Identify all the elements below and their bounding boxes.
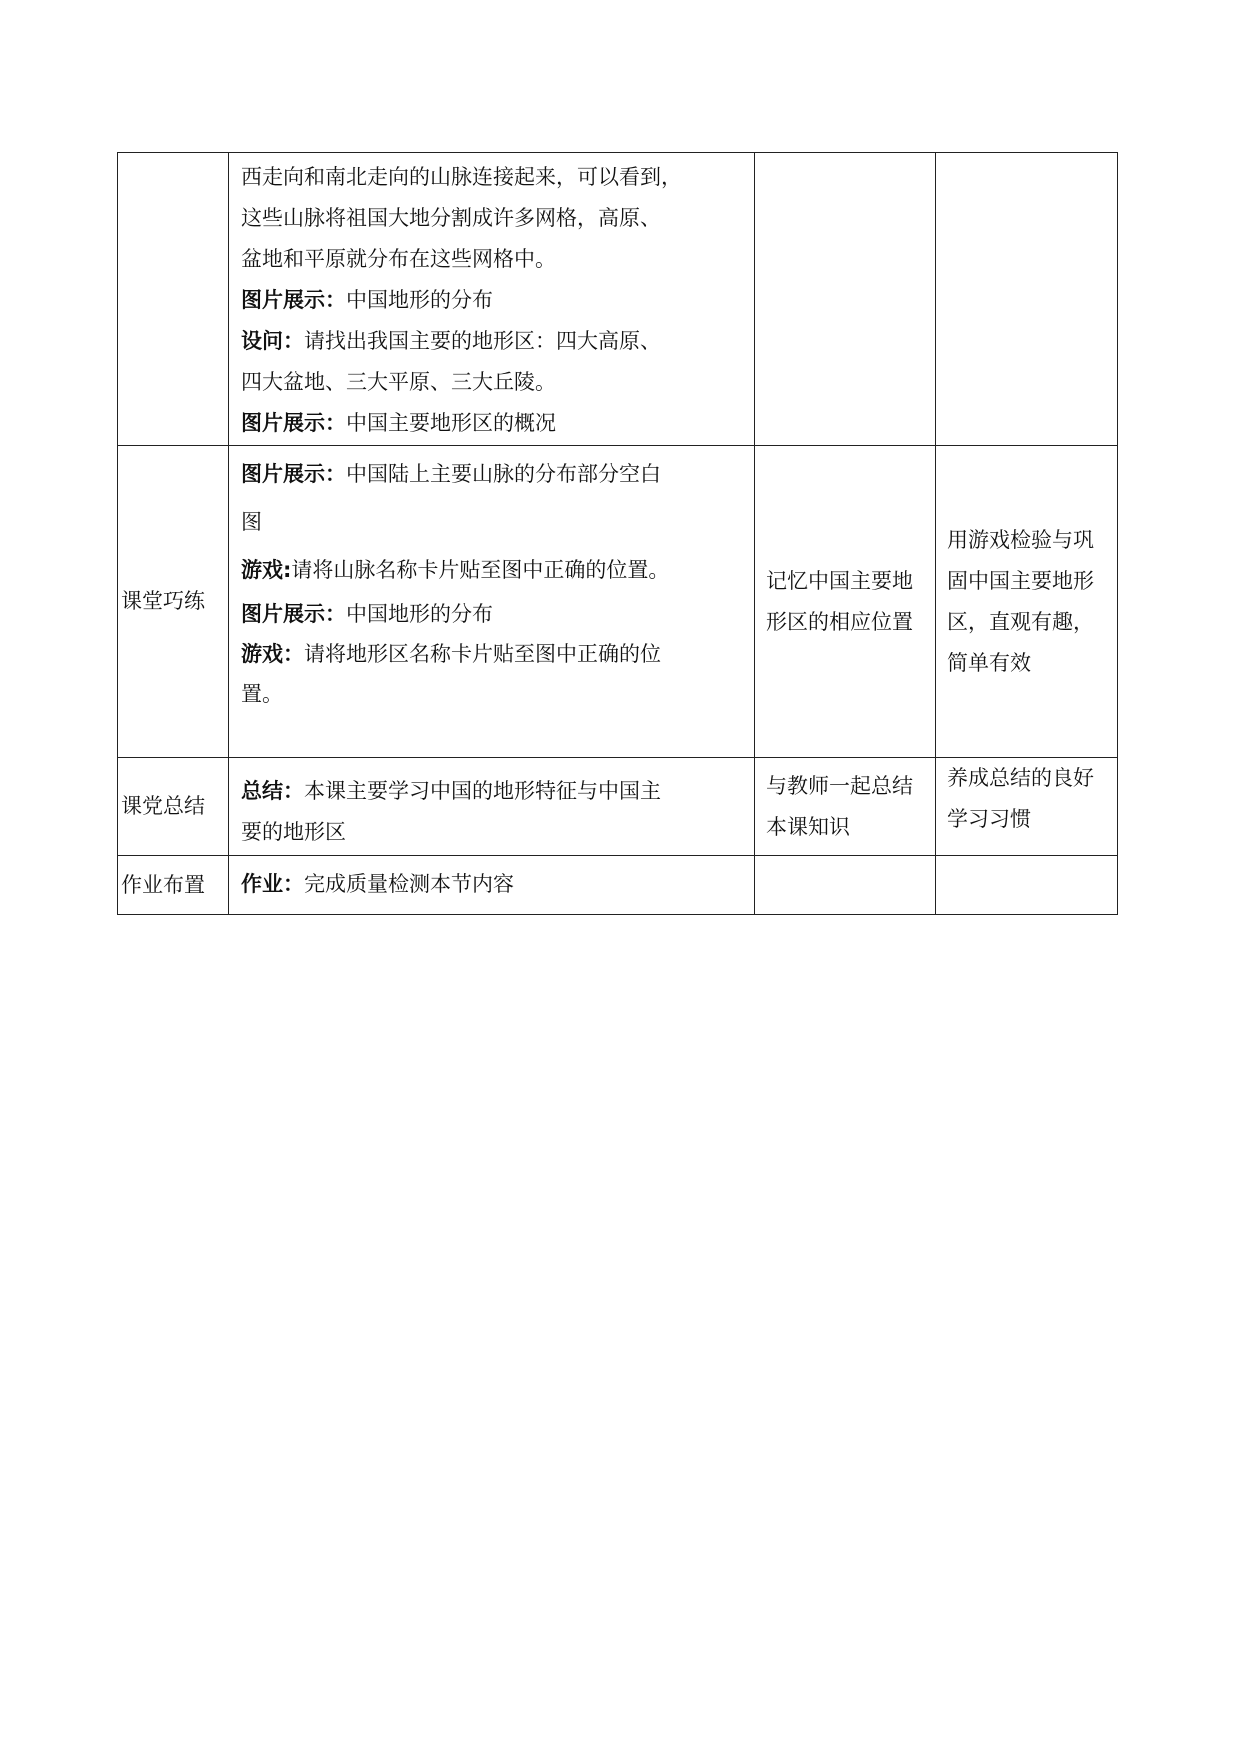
content-label: 图片展示：	[241, 411, 346, 435]
content-line: 图片展示：中国地形的分布	[241, 288, 493, 312]
design-intent-cell: 用游戏检验与巩固中国主要地形区，直观有趣，简单有效	[936, 446, 1118, 758]
content-line: 这些山脉将祖国大地分割成许多网格，高原、	[241, 206, 661, 230]
content-line: 图片展示：中国地形的分布	[241, 602, 493, 626]
content-label: 总结：	[241, 779, 304, 803]
content-label: 图片展示：	[241, 288, 346, 312]
content-line: 游戏:请将山脉名称卡片贴至图中正确的位置。	[241, 558, 670, 582]
content-line: 置。	[241, 682, 283, 706]
student-activity-cell: 记忆中国主要地形区的相应位置	[755, 446, 936, 758]
content-cell	[229, 758, 755, 856]
content-line: 设问：请找出我国主要的地形区：四大高原、	[241, 329, 661, 353]
content-label: 游戏：	[241, 642, 304, 666]
content-cell	[229, 856, 755, 915]
content-line: 图片展示：中国陆上主要山脉的分布部分空白	[241, 462, 661, 486]
content-line: 作业：完成质量检测本节内容	[241, 872, 514, 896]
content-cell	[229, 153, 755, 446]
content-line: 盆地和平原就分布在这些网格中。	[241, 247, 556, 271]
design-intent-cell: 养成总结的良好学习习惯	[936, 758, 1118, 856]
table-row	[118, 758, 1118, 856]
stage-cell	[118, 153, 229, 446]
content-line: 总结：本课主要学习中国的地形特征与中国主	[241, 779, 661, 803]
table-row	[118, 153, 1118, 446]
student-activity-cell	[755, 153, 936, 446]
lesson-plan-table	[117, 152, 1118, 915]
design-intent-cell	[936, 856, 1118, 915]
content-line: 图	[241, 510, 262, 534]
content-label: 图片展示：	[241, 462, 346, 486]
content-line: 西走向和南北走向的山脉连接起来，可以看到，	[241, 165, 682, 189]
content-cell	[229, 446, 755, 758]
stage-cell: 作业布置	[118, 856, 229, 915]
content-label: 设问：	[241, 329, 304, 353]
student-activity-cell: 与教师一起总结本课知识	[755, 758, 936, 856]
student-activity-cell	[755, 856, 936, 915]
table-row	[118, 856, 1118, 915]
content-line: 游戏：请将地形区名称卡片贴至图中正确的位	[241, 642, 661, 666]
content-line: 要的地形区	[241, 820, 346, 844]
content-line: 图片展示：中国主要地形区的概况	[241, 411, 556, 435]
content-line: 四大盆地、三大平原、三大丘陵。	[241, 370, 556, 394]
content-label: 作业：	[241, 872, 304, 896]
content-label: 图片展示：	[241, 602, 346, 626]
design-intent-cell	[936, 153, 1118, 446]
stage-cell: 课党总结	[118, 758, 229, 856]
content-label: 游戏:	[241, 558, 292, 582]
stage-cell: 课堂巧练	[118, 446, 229, 758]
table-row	[118, 446, 1118, 758]
